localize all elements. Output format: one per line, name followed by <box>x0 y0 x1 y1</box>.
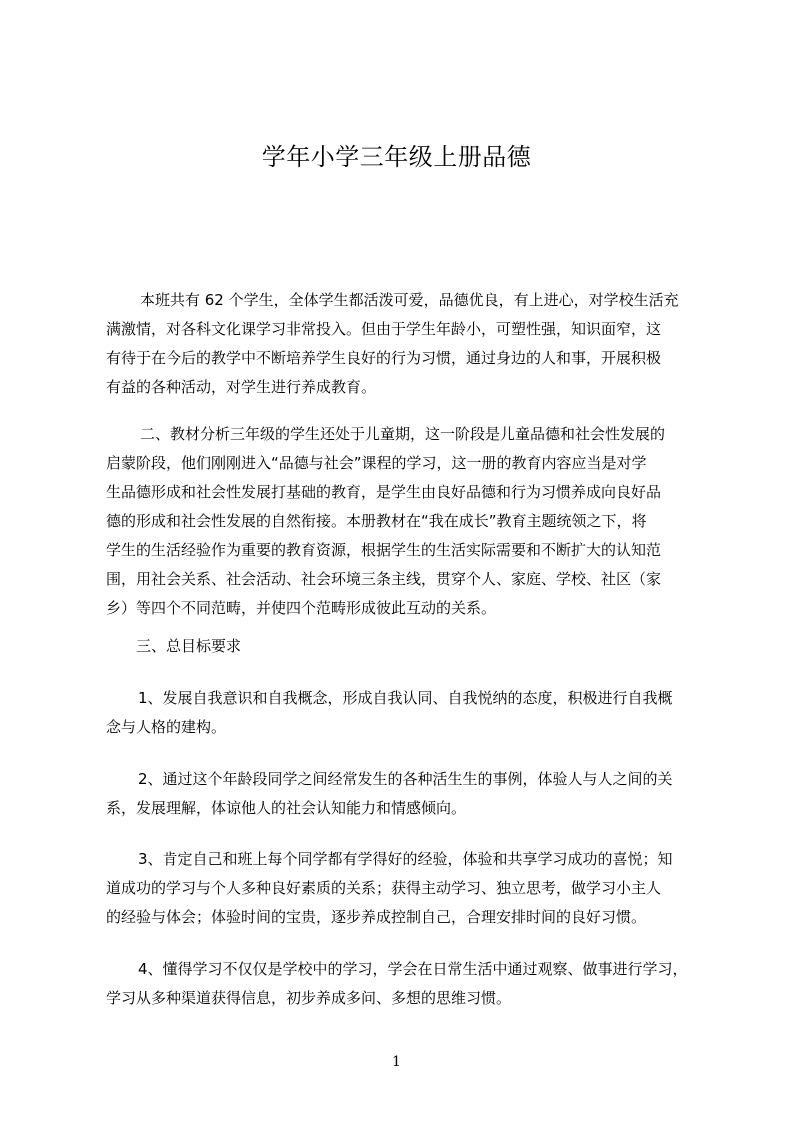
text-line: 三、总目标要求 <box>136 637 242 655</box>
text-line: 4、懂得学习不仅仅是学校中的学习，学会在日常生活中通过观察、做事进行学习， <box>138 960 688 978</box>
text-line: 围，用社会关系、社会活动、社会环境三条主线，贯穿个人、家庭、学校、社区（家 <box>106 570 662 588</box>
text-line: 的经验与体会；体验时间的宝贵，逐步养成控制自己，合理安排时间的良好习惯。 <box>106 908 647 926</box>
text-line: 2、通过这个年龄段同学之间经常发生的各种活生生的事例，体验人与人之间的关 <box>138 770 673 788</box>
document-title: 学年小学三年级上册品德 <box>261 143 532 171</box>
text-line: 德的形成和社会性发展的自然衔接。本册教材在“我在成长”教育主题统领之下，将 <box>106 512 647 530</box>
text-line: 启蒙阶段，他们刚刚进入“品德与社会”课程的学习，这一册的教育内容应当是对学 <box>106 454 647 472</box>
text-line: 1、发展自我意识和自我概念，形成自我认同、自我悦纳的态度，积极进行自我概 <box>138 689 673 707</box>
text-line: 学生的生活经验作为重要的教育资源，根据学生的生活实际需要和不断扩大的认知范 <box>106 541 662 559</box>
text-line: 有待于在今后的教学中不断培养学生良好的行为习惯，通过身边的人和事，开展积极 <box>106 349 662 367</box>
text-line: 有益的各种活动，对学生进行养成教育。 <box>106 378 377 396</box>
paragraph-intro <box>106 286 679 402</box>
paragraph-goal-3 <box>106 845 673 932</box>
text-line: 道成功的学习与个人多种良好素质的关系；获得主动学习、独立思考，做学习小主人 <box>106 879 662 897</box>
paragraph-goal-2 <box>106 765 673 823</box>
section-3-heading <box>106 632 241 661</box>
text-line: 学习从多种渠道获得信息，初步养成多问、多想的思维习惯。 <box>106 989 512 1007</box>
text-line: 念与人格的建构。 <box>106 718 227 736</box>
paragraph-section-2 <box>106 420 665 623</box>
text-line: 系，发展理解，体谅他人的社会认知能力和情感倾向。 <box>106 799 467 817</box>
text-line: 乡）等四个不同范畴，并使四个范畴形成彼此互动的关系。 <box>106 599 497 617</box>
text-line: 本班共有 62 个学生，全体学生都活泼可爱，品德优良，有上进心，对学校生活充 <box>140 291 679 309</box>
text-line: 二、教材分析三年级的学生还处于儿童期，这一阶段是儿童品德和社会性发展的 <box>140 425 666 443</box>
text-line: 3、肯定自己和班上每个同学都有学得好的经验，体验和共享学习成功的喜悦；知 <box>138 850 673 868</box>
paragraph-goal-1 <box>106 684 673 742</box>
paragraph-goal-4 <box>106 955 688 1013</box>
text-line: 满激情，对各科文化课学习非常投入。但由于学生年龄小，可塑性强，知识面窄，这 <box>106 320 662 338</box>
text-line: 生品德形成和社会性发展打基础的教育，是学生由良好品德和行为习惯养成向良好品 <box>106 483 662 501</box>
page-number: 1 <box>392 1054 401 1070</box>
